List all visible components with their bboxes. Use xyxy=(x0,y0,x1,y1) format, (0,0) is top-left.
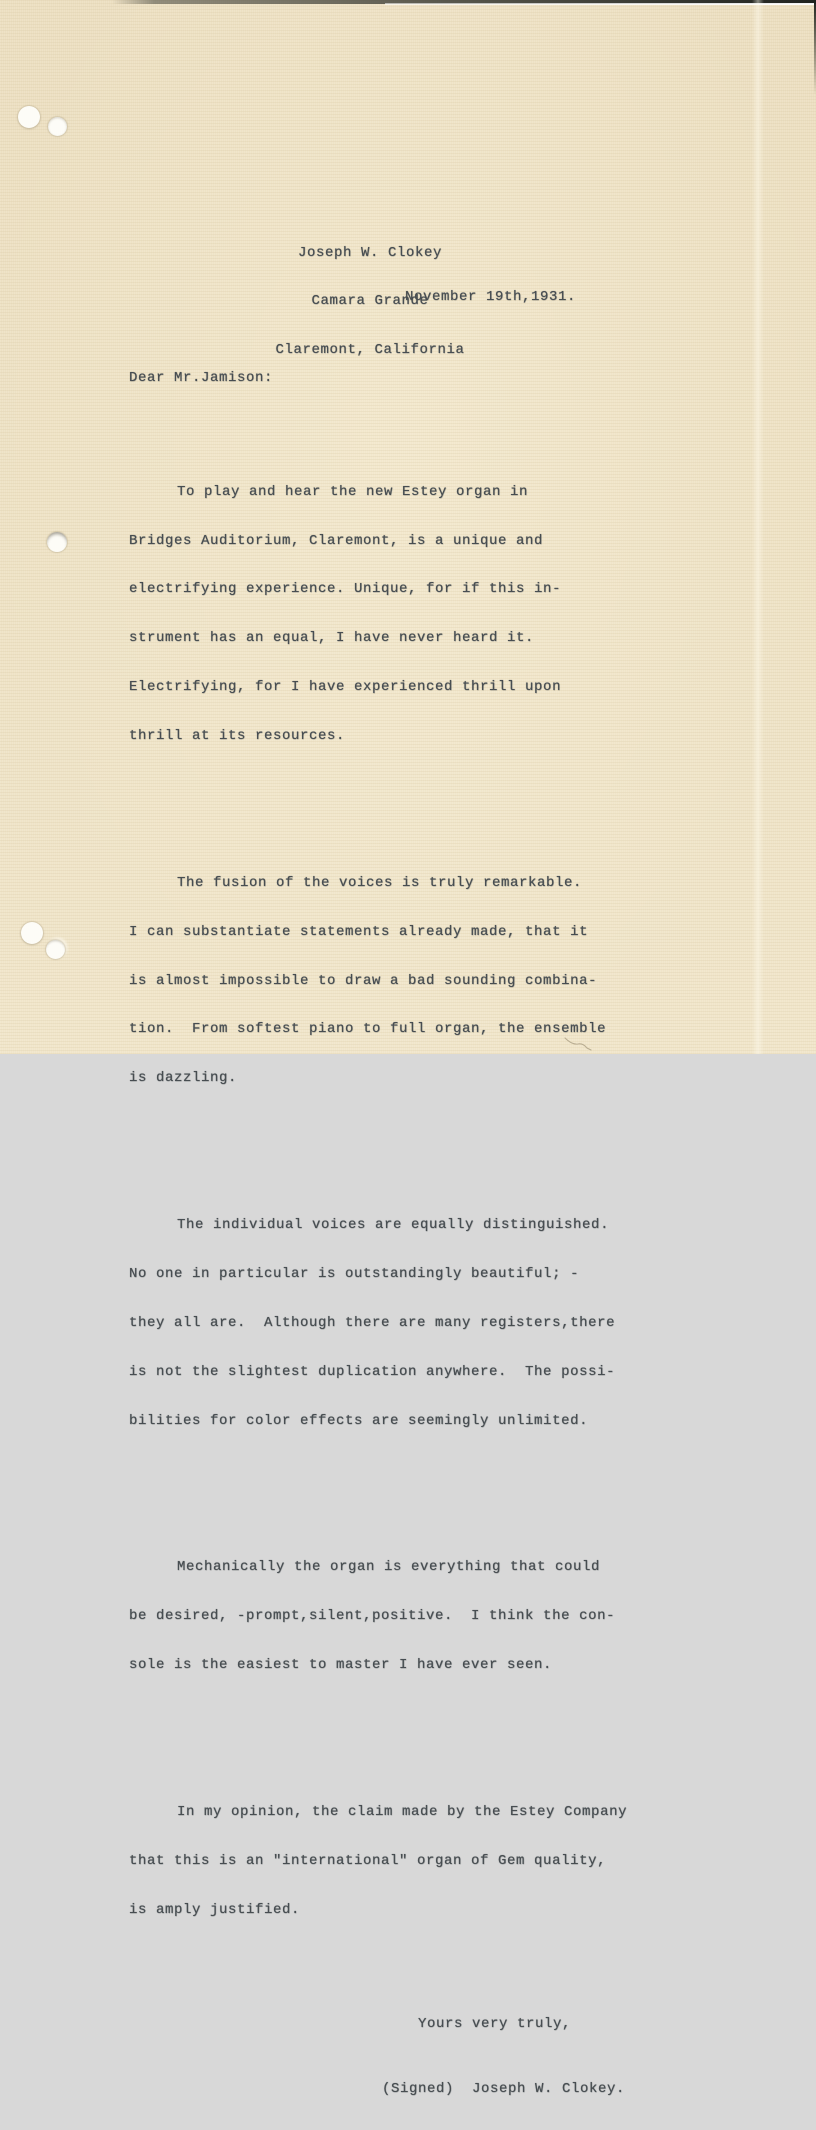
letter-line: bilities for color effects are seemingly unlimited. xyxy=(129,1412,589,1429)
letter-line: Mechanically the organ is everything that could xyxy=(177,1559,601,1576)
pencil-mark xyxy=(563,1036,597,1052)
closing-line: Yours very truly, xyxy=(418,2015,572,2032)
letter-line: is amply justified. xyxy=(129,1901,301,1918)
letter-line: In my opinion, the claim made by the Estey Company xyxy=(177,1803,628,1820)
letter-line: The individual voices are equally distinguished. xyxy=(177,1217,610,1234)
letter-body xyxy=(129,337,739,2130)
letter-line: they all are. Although there are many registers,there xyxy=(129,1314,616,1331)
letterhead-residence: Camara Grande xyxy=(311,293,429,310)
date-line: November 19th,1931. xyxy=(405,289,577,305)
punch-hole-middle xyxy=(47,532,67,552)
letter-line: tion. From softest piano to full organ, the ensemble xyxy=(129,1021,607,1038)
letter-line: that this is an "international" organ of Gem quality, xyxy=(129,1852,607,1869)
letter-line: The fusion of the voices is truly remarkable. xyxy=(177,874,583,891)
letter-line: is almost impossible to draw a bad sounding combina- xyxy=(129,972,598,989)
letter-line: I can substantiate statements already made, that it xyxy=(129,923,589,940)
letter-line: Bridges Auditorium, Claremont, is a unique and xyxy=(129,532,544,549)
letter-line: strument has an equal, I have never heard it. xyxy=(129,630,535,647)
letterhead-city: Claremont, California xyxy=(275,342,465,359)
letter-line: electrifying experience. Unique, for if this in- xyxy=(129,581,562,598)
letter-line: is dazzling. xyxy=(129,1070,238,1087)
letter-paragraph-4 xyxy=(129,1527,739,1706)
letterhead-name: Joseph W. Clokey xyxy=(297,244,443,261)
letter-paragraph-5 xyxy=(129,1771,739,1950)
letter-line: Electrifying, for I have experienced thrill upon xyxy=(129,679,562,696)
punch-hole-bottom-left xyxy=(21,922,43,944)
signature-line: (Signed) Joseph W. Clokey. xyxy=(382,2080,626,2097)
paper-crease xyxy=(752,0,764,1054)
punch-hole-top-left xyxy=(18,106,40,128)
punch-hole-bottom-right xyxy=(46,940,65,959)
salutation: Dear Mr.Jamison: xyxy=(129,369,274,386)
letter-line: sole is the easiest to master I have ever seen. xyxy=(129,1657,553,1674)
letter-line: To play and hear the new Estey organ in xyxy=(177,483,529,500)
letter-line: be desired, -prompt,silent,positive. I think the con- xyxy=(129,1608,616,1625)
scan-edge-highlight xyxy=(385,3,814,5)
letter-paragraph-2 xyxy=(129,842,739,1119)
letter-paragraph-3 xyxy=(129,1184,739,1461)
letter-line: No one in particular is outstandingly beautiful; - xyxy=(129,1265,580,1282)
letter-line: is not the slightest duplication anywhere. The possi- xyxy=(129,1363,616,1380)
letter-paragraph-1 xyxy=(129,451,739,777)
punch-hole-top-right xyxy=(48,117,67,136)
letter-line: thrill at its resources. xyxy=(129,728,346,745)
